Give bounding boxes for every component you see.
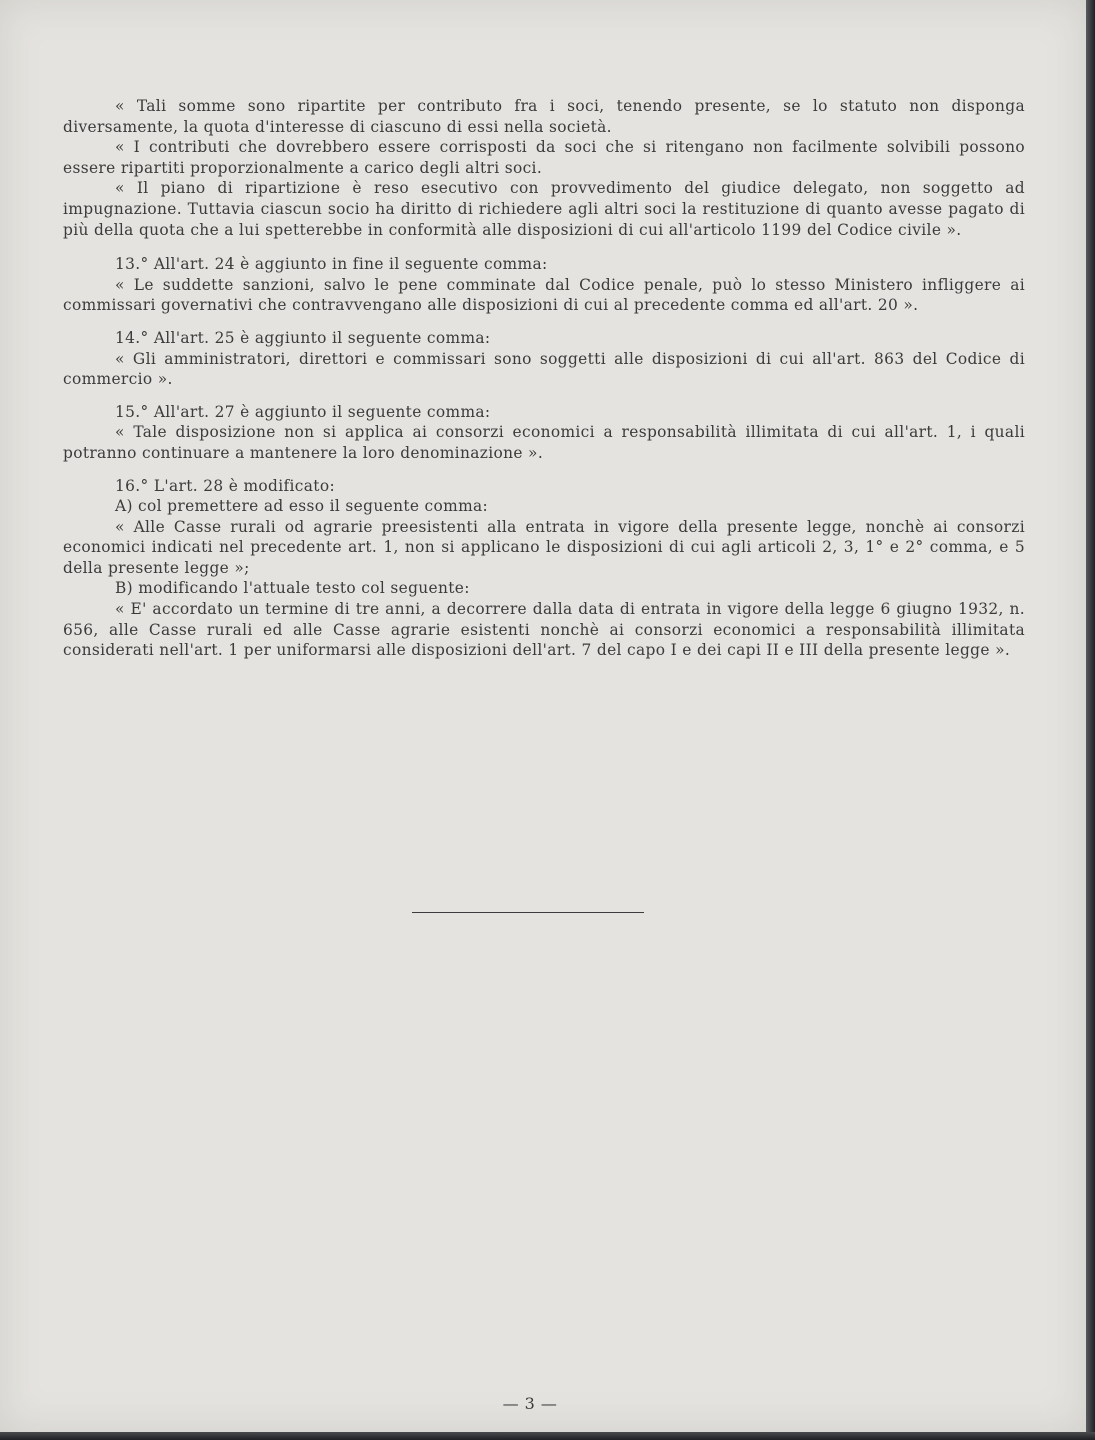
- page-number: — 3 —: [502, 1394, 558, 1413]
- paragraph: « Il piano di ripartizione è reso esecutivo con provvedimento del giudice delegato, non soggetto ad impugnazione. Tuttavia ciascun socio ha diritto di richiedere agli altri soci la restituzione di quanto avesse pagato di più della quota che a lui spetterebbe in conformità alle disposizioni di cui all'articolo 1199 del Codice civile ».: [63, 179, 1025, 239]
- section-heading-13: 13.° All'art. 24 è aggiunto in fine il seguente comma:: [115, 255, 548, 274]
- paragraph: « Tale disposizione non si applica ai consorzi economici a responsabilità illimitata di cui all'art. 1, i quali potranno continuare a mantenere la loro denominazione ».: [63, 423, 1025, 462]
- horizontal-rule: [412, 912, 644, 913]
- section-heading-15: 15.° All'art. 27 è aggiunto il seguente comma:: [115, 402, 491, 421]
- section-heading-16: 16.° L'art. 28 è modificato:: [115, 476, 335, 495]
- document-body: [63, 96, 1025, 661]
- paragraph: « Gli amministratori, direttori e commissari sono soggetti alle disposizioni di cui all'art. 863 del Codice di commercio ».: [63, 349, 1025, 389]
- scanner-edge-right: [1086, 0, 1095, 1440]
- paragraph: A) col premettere ad esso il seguente comma:: [115, 497, 489, 516]
- paragraph: « Tali somme sono ripartite per contributo fra i soci, tenendo presente, se lo statuto non disponga diversamente, la quota d'interesse di ciascuno di essi nella società.: [63, 97, 1025, 136]
- paragraph: « E' accordato un termine di tre anni, a decorrere dalla data di entrata in vigore della legge 6 giugno 1932, n. 656, alle Casse rurali ed alle Casse agrarie esistenti nonchè ai consorzi economici a responsabilità illimitata considerati nell'art. 1 per uniformarsi alle disposizioni dell'art. 7 del capo I e dei capi II e III della presente legge ».: [63, 600, 1025, 660]
- paragraph: B) modificando l'attuale testo col seguente:: [115, 579, 470, 598]
- paragraph: « Le suddette sanzioni, salvo le pene comminate dal Codice penale, può lo stesso Ministero infliggere ai commissari governativi che contravvengano alle disposizioni di cui al precedente comma ed all'art. 20 ».: [63, 275, 1025, 315]
- section-heading-14: 14.° All'art. 25 è aggiunto il seguente comma:: [115, 328, 491, 347]
- paragraph: « I contributi che dovrebbero essere corrisposti da soci che si ritengano non facilmente solvibili possono essere ripartiti proporzionalmente a carico degli altri soci.: [63, 138, 1025, 177]
- scanner-edge-bottom: [0, 1432, 1095, 1440]
- paragraph: « Alle Casse rurali od agrarie preesistenti alla entrata in vigore della presente legge, nonchè ai consorzi economici indicati nel precedente art. 1, non si applicano le disposizioni di cui agli articoli 2, 3, 1° e 2° comma, e 5 della presente legge »;: [63, 517, 1025, 577]
